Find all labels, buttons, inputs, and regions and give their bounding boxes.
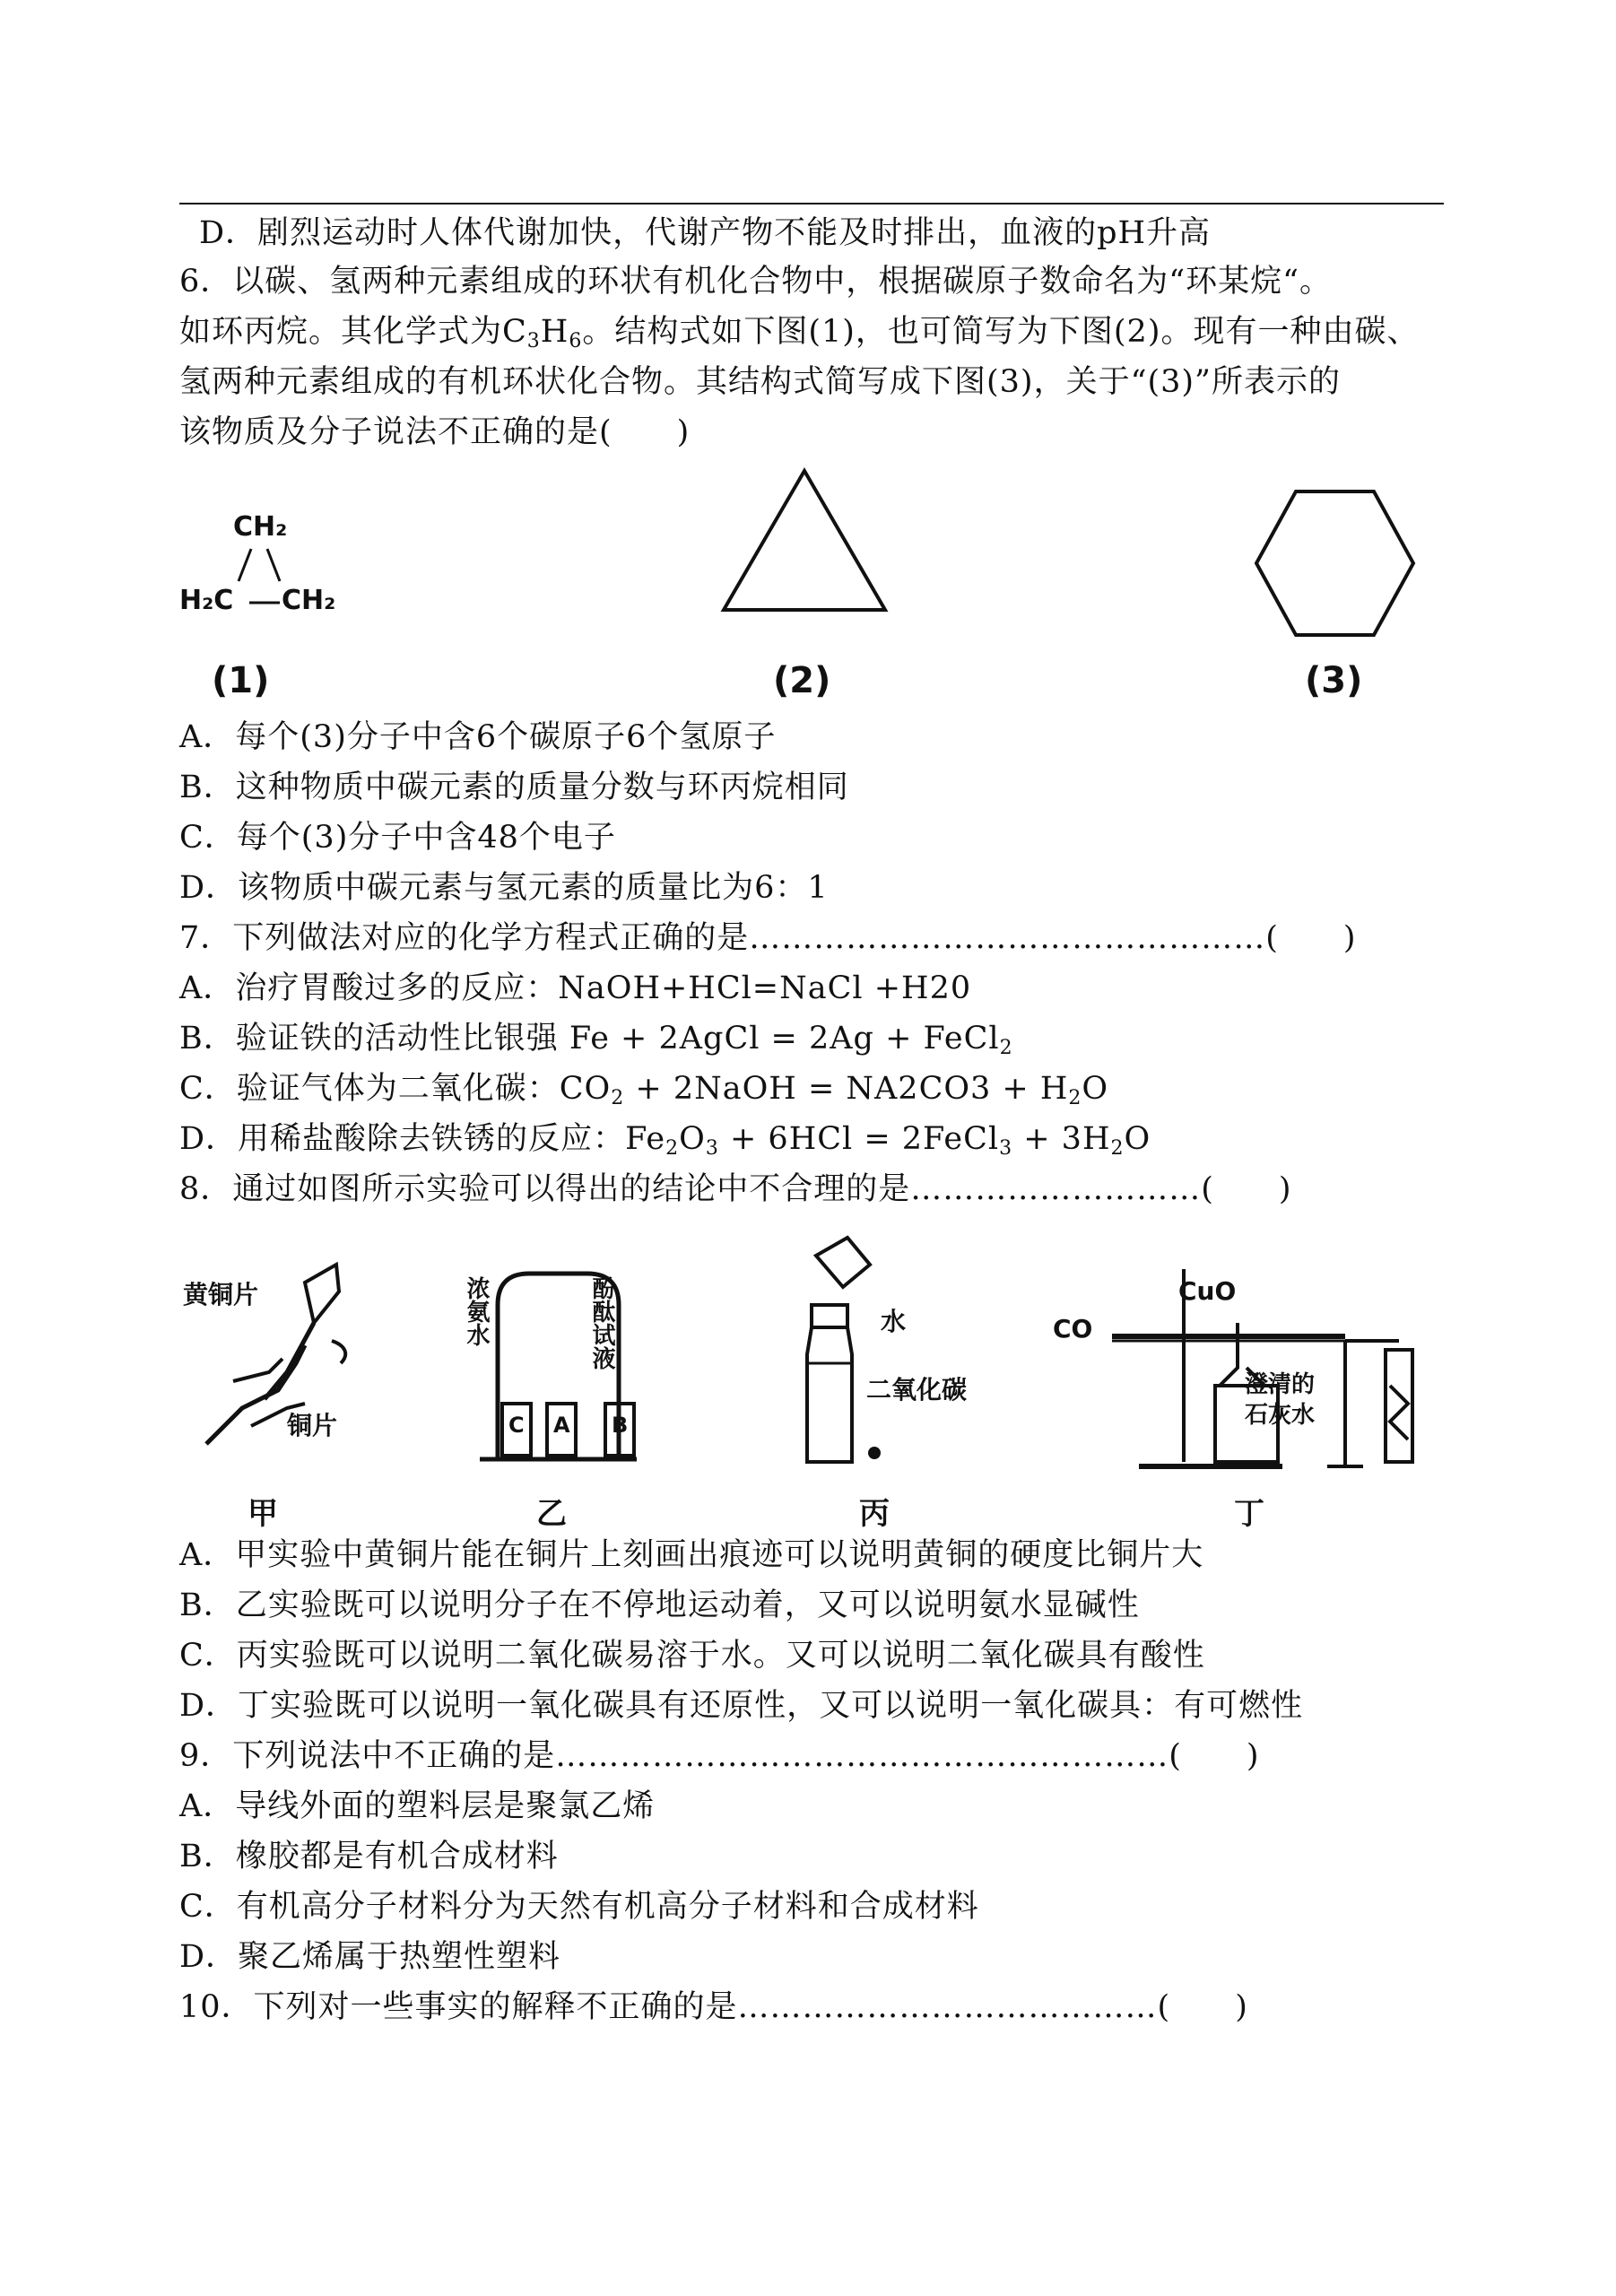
experiment-ding-figure — [1049, 1251, 1426, 1475]
cyclopropane-structural-formula — [179, 502, 359, 637]
ch2-right-label: CH₂ — [282, 585, 336, 616]
q7-option-b: B．验证铁的活动性比银强 Fe + 2AgCl = 2Ag + FeCl$_2$ — [179, 1021, 1013, 1059]
q8-option-a: A．甲实验中黄铜片能在铜片上刻画出痕迹可以说明黄铜的硬度比铜片大 — [179, 1537, 1204, 1573]
q7-stem: 7．下列做法对应的化学方程式正确的是…………………………………………( ) — [179, 920, 1357, 956]
water-label: 水 — [881, 1307, 907, 1336]
q6-option-c: C．每个(3)分子中含48个电子 — [179, 820, 616, 856]
cuo-label: CuO — [1178, 1276, 1237, 1306]
cup-b-label: B — [612, 1413, 629, 1438]
bottle-icon — [780, 1220, 1013, 1480]
q8-option-c: C．丙实验既可以说明二氧化碳易溶于水。又可以说明二氧化碳具有酸性 — [179, 1638, 1205, 1674]
bond-lines — [179, 502, 359, 637]
q5-option-d: D．剧烈运动时人体代谢加快，代谢产物不能及时排出，血液的pH升高 — [199, 215, 1211, 251]
q6-stem-line4: 该物质及分子说法不正确的是( ) — [179, 414, 691, 450]
q6-option-d: D．该物质中碳元素与氢元素的质量比为6：1 — [179, 870, 829, 906]
q9-option-b: B．橡胶都是有机合成材料 — [179, 1839, 559, 1874]
brass-label: 黄铜片 — [183, 1280, 259, 1309]
limewater-label: 澄清的石灰水 — [1245, 1371, 1316, 1429]
header-rule — [179, 203, 1444, 204]
figure-label-2: (2) — [773, 660, 831, 701]
co2-label: 二氧化碳 — [866, 1375, 968, 1405]
q9-option-c: C．有机高分子材料分为天然有机高分子材料和合成材料 — [179, 1889, 979, 1925]
q6-stem-line1: 6．以碳、氢两种元素组成的环状有机化合物中，根据碳原子数命名为“环某烷“。 — [179, 264, 1333, 300]
q9-option-a: A．导线外面的塑料层是聚氯乙烯 — [179, 1788, 656, 1824]
ammonia-label: 浓氨水 — [463, 1276, 490, 1346]
experiment-bing-figure — [780, 1220, 1013, 1480]
q6-option-b: B．这种物质中碳元素的质量分数与环丙烷相同 — [179, 770, 849, 805]
copper-label: 铜片 — [287, 1411, 338, 1440]
q9-option-d: D．聚乙烯属于热塑性塑料 — [179, 1939, 561, 1975]
cup-a-label: A — [553, 1413, 570, 1438]
phenolphthalein-label: 酚酞试液 — [588, 1276, 615, 1370]
q9-stem: 9．下列说法中不正确的是…………………………………………………( ) — [179, 1738, 1260, 1774]
q10-stem: 10．下列对一些事实的解释不正确的是…………………………………( ) — [179, 1989, 1248, 2025]
q7-option-d: D．用稀盐酸除去铁锈的反应：$Fe_2O_3 + 6HCl$ = 2FeCl$_3$ + $3H_2O$ — [179, 1121, 1151, 1160]
q8-option-b: B．乙实验既可以说明分子在不停地运动着，又可以说明氨水显碱性 — [179, 1587, 1140, 1623]
ch2-top-label: CH₂ — [233, 511, 288, 543]
h2c-left-label: H₂C — [179, 585, 234, 616]
q7-option-c: C．验证气体为二氧化碳：$CO_2$ + 2NaOH = $NA2CO3 + H_2O$ — [179, 1071, 1109, 1109]
q8-stem: 8．通过如图所示实验可以得出的结论中不合理的是………………………( ) — [179, 1171, 1292, 1207]
q6-stem-line3: 氢两种元素组成的有机环状化合物。其结构式简写成下图(3)，关于“(3)”所表示的 — [179, 364, 1341, 400]
q8-option-d: D．丁实验既可以说明一氧化碳具有还原性，又可以说明一氧化碳具：有可燃性 — [179, 1688, 1304, 1724]
figure-label-1: (1) — [212, 660, 270, 701]
q6-option-a: A．每个(3)分子中含6个碳原子6个氢原子 — [179, 719, 777, 755]
hexagon-skeletal-formula — [1247, 484, 1426, 646]
q6-stem-line2: 如环丙烷。其化学式为$C_3H_6$。结构式如下图(1)，也可简写为下图(2)。现有一种由碳、 — [179, 314, 1420, 352]
caption-ding: 丁 — [1234, 1496, 1264, 1532]
cup-c-label: C — [508, 1413, 525, 1438]
caption-jia: 甲 — [248, 1496, 278, 1532]
experiment-jia-figure — [179, 1256, 395, 1471]
triangle-skeletal-formula — [717, 466, 897, 619]
figure-label-3: (3) — [1305, 660, 1363, 701]
apparatus-icon — [1049, 1251, 1426, 1475]
experiment-yi-figure — [453, 1251, 659, 1475]
caption-yi: 乙 — [536, 1496, 567, 1532]
co-label: CO — [1053, 1314, 1093, 1344]
q7-option-a: A．治疗胃酸过多的反应：NaOH+HCl=NaCl +H20 — [179, 970, 972, 1006]
caption-bing: 丙 — [859, 1496, 890, 1532]
